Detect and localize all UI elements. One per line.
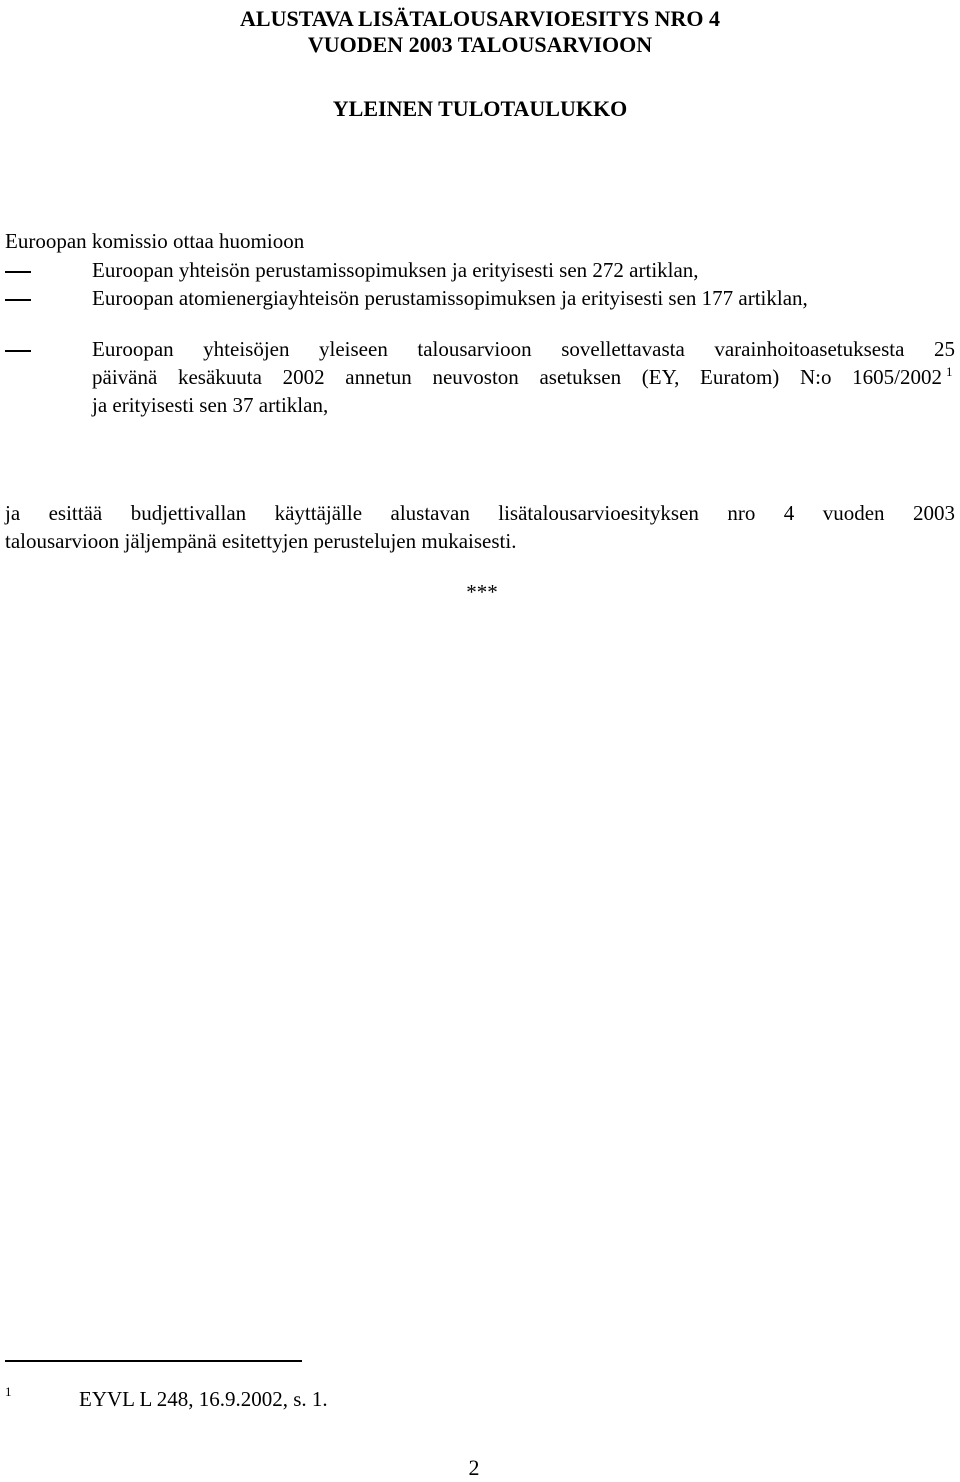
document-title-line-2: VUODEN 2003 TALOUSARVIOON bbox=[307, 32, 653, 57]
document-title-line-1: ALUSTAVA LISÄTALOUSARVIOESITYS NRO 4 bbox=[240, 6, 720, 31]
list-item-line bbox=[92, 335, 955, 363]
list-item-line bbox=[92, 391, 328, 419]
dash-bullet-icon bbox=[5, 299, 31, 301]
footnote-ref-wrap bbox=[946, 363, 953, 391]
footnote-text: EYVL L 248, 16.9.2002, s. 1. bbox=[79, 1387, 328, 1411]
list-item-line-text: Euroopan yhteisöjen yleiseen talousarvioon sovellettavasta varainhoitoasetuksesta 25 bbox=[92, 337, 955, 361]
list-item-line-text: ja erityisesti sen 37 artiklan, bbox=[92, 393, 329, 417]
section-heading: YLEINEN TULOTAULUKKO bbox=[332, 96, 628, 121]
footnote-ref[interactable]: 1 bbox=[946, 364, 953, 379]
conclusion-line bbox=[5, 499, 955, 527]
list-item-line bbox=[92, 363, 942, 391]
intro-text: Euroopan komissio ottaa huomioon bbox=[5, 229, 305, 253]
dash-bullet-icon bbox=[5, 271, 31, 273]
conclusion-line bbox=[5, 527, 516, 555]
footnote-divider bbox=[5, 1360, 302, 1362]
list-item bbox=[92, 256, 699, 284]
dash-bullet-icon bbox=[5, 350, 31, 352]
separator-asterisks: *** bbox=[466, 580, 498, 604]
conclusion-line-text: ja esittää budjettivallan käyttäjälle alustavan lisätalousarvioesityksen nro 4 vuoden 2003 bbox=[5, 501, 955, 525]
conclusion-line-text: talousarvioon jäljempänä esitettyjen perustelujen mukaisesti. bbox=[5, 529, 517, 553]
list-item-text: Euroopan atomienergiayhteisön perustamissopimuksen ja erityisesti sen 177 artiklan, bbox=[92, 286, 808, 310]
footnote-number: 1 bbox=[5, 1384, 12, 1399]
page-number: 2 bbox=[468, 1455, 480, 1480]
list-item-text: Euroopan yhteisön perustamissopimuksen ja erityisesti sen 272 artiklan, bbox=[92, 258, 699, 282]
list-item bbox=[92, 284, 808, 312]
list-item-line-text: päivänä kesäkuuta 2002 annetun neuvoston asetuksen (EY, Euratom) N:o 1605/2002 bbox=[92, 365, 942, 389]
